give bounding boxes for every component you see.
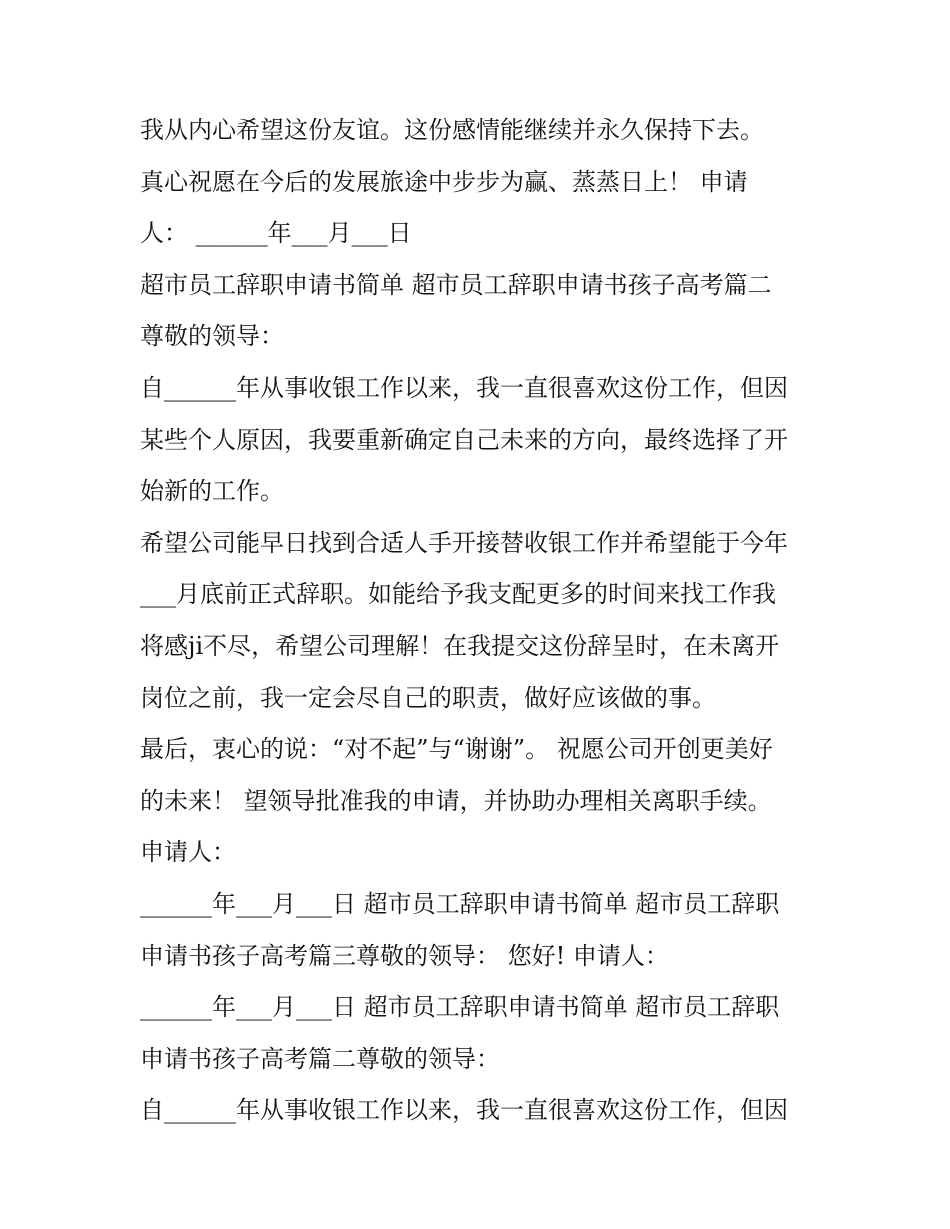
text-line-2: 真心祝愿在今后的发展旅途中步步为赢、蒸蒸日上！ 申请 — [140, 167, 748, 196]
text-line-12: 岗位之前，我一定会尽自己的职责，做好应该做的事。 — [140, 683, 716, 712]
text-line-7: 某些个人原因，我要重新确定自己未来的方向，最终选择了开 — [140, 425, 788, 454]
text-line-15: 申请人： — [140, 838, 236, 867]
text-line-13: 最后，衷心的说：“对不起”与“谢谢”。 祝愿公司开创更美好 — [140, 735, 773, 764]
text-line-9: 希望公司能早日找到合适人手开接替收银工作并希望能于今年 — [140, 528, 788, 557]
text-line-17: 申请书孩子高考篇三尊敬的领导： 您好! 申请人： — [140, 941, 669, 970]
text-line-10: ___月底前正式辞职。如能给予我支配更多的时间来找工作我 — [140, 580, 776, 609]
text-line-8: 始新的工作。 — [140, 477, 284, 506]
text-line-1: 我从内心希望这份友谊。这份感情能继续并永久保持下去。 — [140, 116, 764, 144]
document-body — [140, 105, 830, 1137]
text-line-5: 尊敬的领导： — [140, 322, 284, 351]
text-line-16: ______年___月___日 超市员工辞职申请书简单 超市员工辞职 — [140, 889, 780, 918]
text-line-3: 人： ______年___月___日 — [140, 219, 412, 248]
text-line-11: 将感ji不尽，希望公司理解！在我提交这份辞呈时，在未离开 — [140, 631, 780, 660]
text-line-19: 申请书孩子高考篇二尊敬的领导： — [140, 1044, 500, 1073]
text-line-18: ______年___月___日 超市员工辞职申请书简单 超市员工辞职 — [140, 993, 780, 1022]
text-line-14: 的未来！ 望领导批准我的申请，并协助办理相关离职手续。 — [140, 786, 772, 815]
text-line-6: 自______年从事收银工作以来，我一直很喜欢这份工作，但因 — [140, 373, 788, 402]
text-line-4: 超市员工辞职申请书简单 超市员工辞职申请书孩子高考篇二 — [140, 270, 772, 299]
text-line-20: 自______年从事收银工作以来，我一直很喜欢这份工作，但因 — [140, 1096, 788, 1125]
